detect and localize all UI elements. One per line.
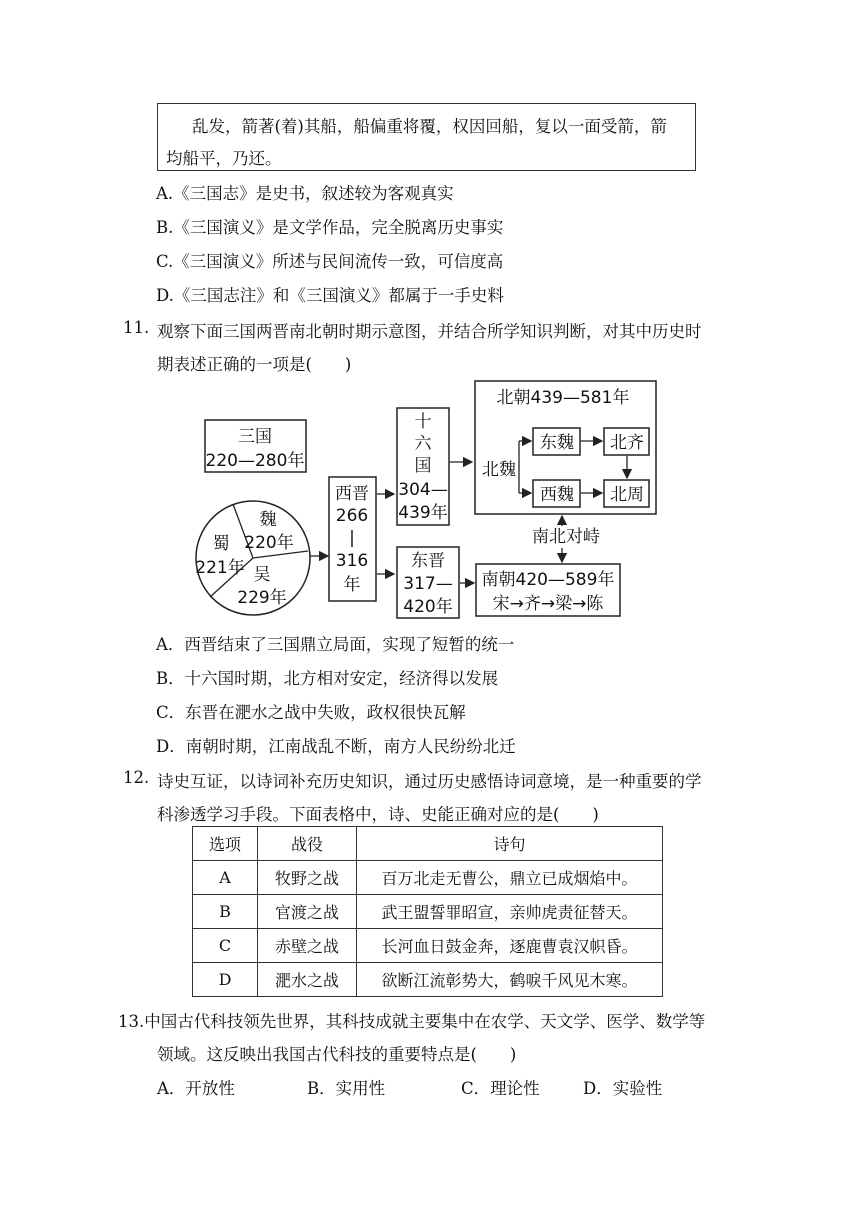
xijin-year-end: 316 <box>335 551 369 571</box>
beiqi-label: 北齐 <box>610 433 644 453</box>
nanchao-sequence: 宋→齐→梁→陈 <box>492 594 604 614</box>
row-option: D <box>193 963 258 997</box>
table-row <box>193 929 663 963</box>
q11-option-b: B．十六国时期，北方相对安定，经济得以发展 <box>156 669 499 688</box>
header-option: 选项 <box>193 827 258 861</box>
q11-number: 11. <box>123 318 150 337</box>
q10-option-d: D.《三国志注》和《三国演义》都属于一手史料 <box>156 286 504 305</box>
beichao-title: 北朝439—581年 <box>496 388 630 408</box>
row-battle: 淝水之战 <box>258 963 357 997</box>
table-header-row <box>193 827 663 861</box>
q12-stem-line-2: 科渗透学习手段。下面表格中，诗、史能正确对应的是( ) <box>157 805 599 824</box>
q11-stem-line-2: 期表述正确的一项是( ) <box>157 355 352 374</box>
q13-stem-line-2: 领域。这反映出我国古代科技的重要特点是( ) <box>157 1045 517 1064</box>
xijin-nian: 年 <box>343 575 361 595</box>
shiliuguo-year-end: 439年 <box>398 503 448 523</box>
xijin-label: 西晋 <box>335 484 369 504</box>
q13-stem-line-1: 13.中国古代科技领先世界，其科技成就主要集中在农学、天文学、医学、数学等 <box>118 1012 706 1031</box>
q10-option-b: B.《三国演义》是文学作品，完全脱离历史事实 <box>156 218 504 237</box>
nanchao-title: 南朝420—589年 <box>481 570 615 590</box>
row-poem: 百万北走无曹公，鼎立已成烟焰中。 <box>357 861 663 895</box>
quote-line-2: 均船平，乃还。 <box>166 149 282 168</box>
q11-option-a: A．西晋结束了三国鼎立局面，实现了短暂的统一 <box>156 635 515 654</box>
shu-year: 221年 <box>195 558 245 578</box>
wei-label: 魏 <box>259 510 277 530</box>
q12-stem-line-1: 诗史互证，以诗词补充历史知识，通过历史感悟诗词意境，是一种重要的学 <box>157 772 702 791</box>
dongwei-label: 东魏 <box>540 433 574 453</box>
shiliuguo-char-3: 国 <box>414 456 432 476</box>
quote-line-1: 乱发，箭著(着)其船，船偏重将覆，权因回船，复以一面受箭，箭 <box>192 117 667 136</box>
shiliuguo-char-1: 十 <box>414 412 432 432</box>
sanguo-label: 三国 <box>238 427 272 447</box>
row-battle: 赤壁之战 <box>258 929 357 963</box>
q12-number: 12. <box>123 768 150 787</box>
shu-label: 蜀 <box>212 534 230 554</box>
row-poem: 长河血日鼓金奔，逐鹿曹袁汉帜昏。 <box>357 929 663 963</box>
dongjin-year-start: 317— <box>403 574 453 594</box>
q11-option-c: C．东晋在淝水之战中失败，政权很快瓦解 <box>156 703 466 722</box>
q11-stem-line-1: 观察下面三国两晋南北朝时期示意图，并结合所学知识判断，对其中历史时 <box>157 322 702 341</box>
duizhi-label: 南北对峙 <box>532 527 600 547</box>
beiwei-label: 北魏 <box>482 460 516 480</box>
row-option: C <box>193 929 258 963</box>
row-poem: 欲断江流彰势大，鹤唳千风见木寒。 <box>357 963 663 997</box>
q13-option-b: B．实用性 <box>307 1079 386 1098</box>
table-row <box>193 861 663 895</box>
header-poem: 诗句 <box>357 827 663 861</box>
row-option: B <box>193 895 258 929</box>
dongjin-year-end: 420年 <box>403 597 453 617</box>
q13-option-a: A．开放性 <box>157 1079 235 1098</box>
wu-year: 229年 <box>237 588 287 608</box>
wu-label: 吴 <box>253 565 271 585</box>
row-battle: 官渡之战 <box>258 895 357 929</box>
poem-table <box>192 826 663 997</box>
q10-option-c: C.《三国演义》所述与民间流传一致，可信度高 <box>156 252 504 271</box>
table-row <box>193 895 663 929</box>
row-option: A <box>193 861 258 895</box>
xiwei-label: 西魏 <box>540 485 574 505</box>
beizhou-label: 北周 <box>610 485 644 505</box>
shiliuguo-char-2: 六 <box>414 434 432 454</box>
xijin-year-start: 266 <box>335 506 369 526</box>
shiliuguo-year-start: 304— <box>398 480 448 500</box>
sanguo-years: 220—280年 <box>205 451 305 471</box>
q13-option-c: C．理论性 <box>461 1079 540 1098</box>
table-row <box>193 963 663 997</box>
q10-option-a: A.《三国志》是史书，叙述较为客观真实 <box>156 184 454 203</box>
wei-year: 220年 <box>244 533 294 553</box>
dongjin-label: 东晋 <box>411 551 445 571</box>
row-battle: 牧野之战 <box>258 861 357 895</box>
xijin-dash: | <box>349 528 355 548</box>
row-poem: 武王盟誓罪昭宣，亲帅虎责征替天。 <box>357 895 663 929</box>
header-battle: 战役 <box>258 827 357 861</box>
q13-option-d: D．实验性 <box>583 1079 663 1098</box>
q11-option-d: D．南朝时期，江南战乱不断，南方人民纷纷北迁 <box>156 737 516 756</box>
